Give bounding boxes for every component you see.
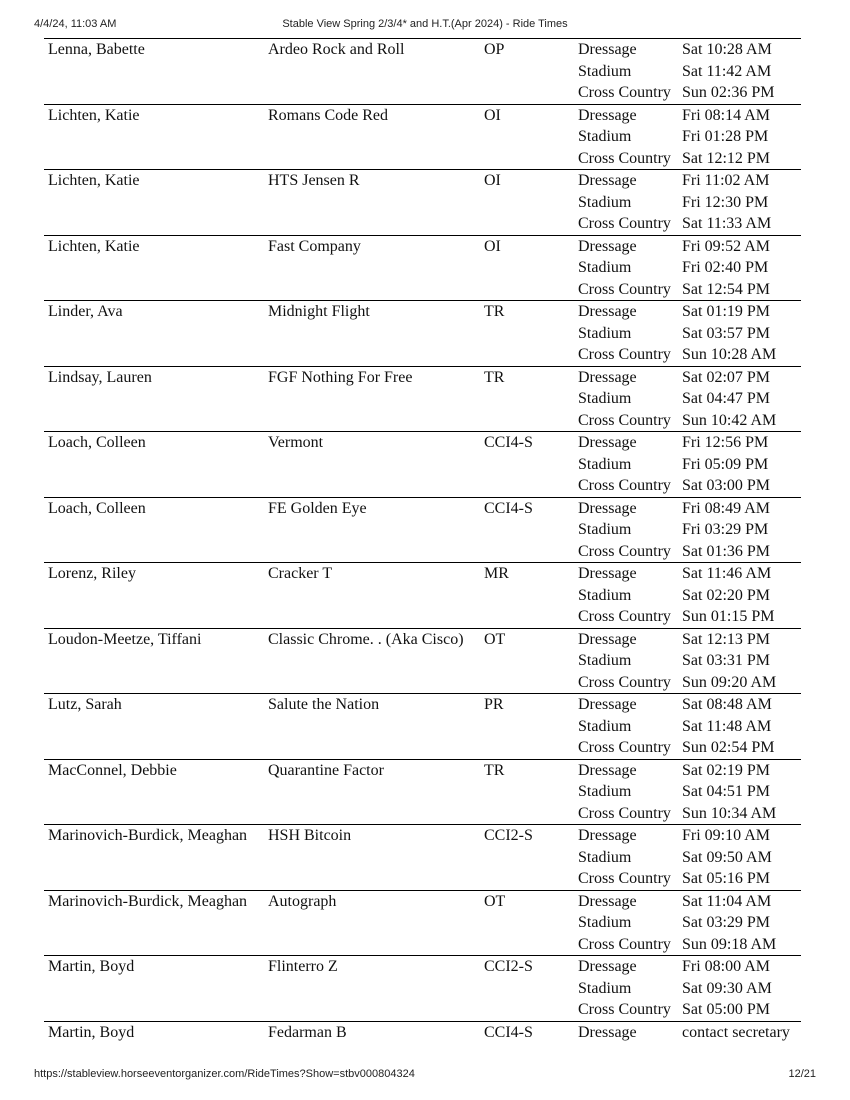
division-code: OI — [484, 172, 501, 189]
division-code: PR — [484, 696, 504, 713]
rider-name: MacConnel, Debbie — [48, 761, 177, 779]
time-column — [682, 432, 770, 497]
horse-name: Flinterro Z — [268, 958, 338, 975]
division-code: OP — [484, 41, 505, 58]
phase-label: Stadium — [578, 652, 632, 669]
rider-name: Lorenz, Riley — [48, 565, 136, 582]
ride-time: Sun 10:28 AM — [682, 346, 777, 363]
rider-name: Lichten, Katie — [48, 172, 140, 189]
time-column — [682, 629, 776, 694]
phase-label: Stadium — [578, 521, 632, 538]
table-row — [44, 366, 801, 432]
phase-label: Stadium — [578, 914, 632, 931]
division-code: OI — [484, 237, 501, 255]
table-row — [44, 169, 801, 235]
table-row — [44, 955, 801, 1021]
horse-name: HSH Bitcoin — [268, 827, 352, 844]
phase-label: Stadium — [578, 783, 632, 800]
table-row — [44, 693, 801, 759]
division-code: TR — [484, 303, 505, 320]
phase-label: Stadium — [578, 717, 632, 735]
ride-time: Sat 12:54 PM — [682, 280, 771, 298]
horse-name: Ardeo Rock and Roll — [268, 41, 405, 58]
ride-time: Sun 10:42 AM — [682, 411, 777, 429]
ride-time: Sat 01:36 PM — [682, 542, 771, 560]
ride-time: Sun 09:18 AM — [682, 935, 777, 953]
rider-name: Lenna, Babette — [48, 41, 145, 58]
phase-label: Dressage — [578, 696, 637, 713]
ride-time: Sun 10:34 AM — [682, 804, 777, 822]
phase-label: Cross Country — [578, 149, 671, 167]
phase-label: Cross Country — [578, 870, 671, 887]
division-code: CCI2-S — [484, 827, 533, 844]
ride-time: Fri 12:30 PM — [682, 193, 769, 211]
page-number: 12/21 — [788, 1068, 816, 1080]
horse-name: Romans Code Red — [268, 106, 388, 124]
time-column — [682, 1022, 790, 1044]
ride-time: Sat 03:31 PM — [682, 652, 771, 669]
phase-label: Dressage — [578, 1023, 637, 1041]
rider-name: Lichten, Katie — [48, 237, 140, 255]
phase-label: Cross Country — [578, 673, 671, 691]
horse-name: Quarantine Factor — [268, 761, 384, 779]
time-column — [682, 563, 774, 628]
phase-label: Dressage — [578, 827, 637, 844]
phase-column — [578, 39, 671, 104]
phase-label: Stadium — [578, 324, 632, 342]
division-code: CCI2-S — [484, 958, 533, 975]
phase-label: Dressage — [578, 958, 637, 975]
phase-label: Cross Country — [578, 542, 671, 560]
phase-column — [578, 694, 671, 759]
ride-time: Fri 09:52 AM — [682, 237, 771, 255]
horse-name: FE Golden Eye — [268, 499, 367, 517]
time-column — [682, 105, 770, 170]
phase-label: Dressage — [578, 499, 637, 517]
ride-time: Sat 03:00 PM — [682, 477, 771, 494]
horse-name: Vermont — [268, 434, 324, 451]
phase-label: Stadium — [578, 390, 632, 407]
phase-label: Cross Country — [578, 804, 671, 822]
ride-time: Sat 11:33 AM — [682, 215, 772, 232]
table-row — [44, 497, 801, 563]
ride-time: Fri 01:28 PM — [682, 128, 769, 145]
phase-label: Cross Country — [578, 739, 671, 756]
ride-time: Fri 12:56 PM — [682, 434, 769, 451]
rider-name: Lindsay, Lauren — [48, 368, 152, 386]
phase-column — [578, 236, 671, 301]
rider-name: Lutz, Sarah — [48, 696, 122, 713]
ride-time: Fri 08:49 AM — [682, 499, 771, 517]
ride-time: Sat 10:28 AM — [682, 41, 772, 58]
phase-label: Dressage — [578, 565, 637, 582]
time-column — [682, 236, 770, 301]
time-column — [682, 498, 770, 563]
phase-label: Dressage — [578, 434, 637, 451]
table-row — [44, 104, 801, 170]
ride-time: Sat 09:50 AM — [682, 848, 772, 866]
table-row — [44, 890, 801, 956]
print-timestamp: 4/4/24, 11:03 AM — [34, 18, 117, 30]
phase-label: Dressage — [578, 172, 637, 189]
phase-column — [578, 498, 671, 563]
print-footer — [34, 1068, 816, 1084]
phase-label: Dressage — [578, 237, 637, 255]
rider-name: Marinovich-Burdick, Meaghan — [48, 892, 248, 910]
phase-label: Stadium — [578, 455, 632, 473]
ride-time: Fri 09:10 AM — [682, 827, 771, 844]
phase-label: Stadium — [578, 128, 632, 145]
phase-column — [578, 891, 671, 956]
horse-name: Cracker T — [268, 565, 333, 582]
ride-time: Sat 11:48 AM — [682, 717, 772, 735]
ride-time: Sat 03:57 PM — [682, 324, 771, 342]
ride-time: Sat 04:47 PM — [682, 390, 771, 407]
table-row — [44, 300, 801, 366]
ride-time: Sat 09:30 AM — [682, 979, 772, 997]
horse-name: Fedarman B — [268, 1023, 347, 1041]
phase-column — [578, 629, 671, 694]
horse-name: Salute the Nation — [268, 696, 380, 713]
ride-time: Fri 08:00 AM — [682, 958, 771, 975]
ride-time: Sat 05:16 PM — [682, 870, 771, 887]
time-column — [682, 694, 774, 759]
division-code: OI — [484, 106, 501, 124]
ride-time: Sat 01:19 PM — [682, 303, 771, 320]
phase-column — [578, 301, 671, 366]
ride-time: Sat 11:46 AM — [682, 565, 772, 582]
horse-name: FGF Nothing For Free — [268, 368, 413, 386]
ride-time: Sat 03:29 PM — [682, 914, 771, 931]
rider-name: Linder, Ava — [48, 303, 123, 320]
phase-label: Dressage — [578, 892, 637, 910]
ride-time: Sat 02:07 PM — [682, 368, 771, 386]
rider-name: Loach, Colleen — [48, 499, 146, 517]
phase-label: Cross Country — [578, 215, 671, 232]
division-code: CCI4-S — [484, 434, 533, 451]
division-code: CCI4-S — [484, 499, 533, 517]
division-code: TR — [484, 761, 505, 779]
phase-label: Dressage — [578, 303, 637, 320]
page-title: Stable View Spring 2/3/4* and H.T.(Apr 2024) - Ride Times — [282, 18, 568, 30]
rider-name: Martin, Boyd — [48, 1023, 135, 1041]
time-column — [682, 170, 771, 235]
phase-label: Dressage — [578, 368, 637, 386]
division-code: MR — [484, 565, 509, 582]
division-code: OT — [484, 630, 506, 648]
rider-name: Martin, Boyd — [48, 958, 135, 975]
ride-time: Sat 12:13 PM — [682, 630, 771, 648]
phase-label: Stadium — [578, 979, 632, 997]
phase-label: Cross Country — [578, 608, 671, 625]
phase-label: Cross Country — [578, 411, 671, 429]
rider-name: Marinovich-Burdick, Meaghan — [48, 827, 248, 844]
ride-time: Sat 05:00 PM — [682, 1001, 771, 1018]
phase-label: Cross Country — [578, 84, 671, 101]
ride-time: Sun 01:15 PM — [682, 608, 775, 625]
horse-name: Classic Chrome. . (Aka Cisco) — [268, 630, 464, 648]
time-column — [682, 825, 772, 890]
phase-column — [578, 170, 671, 235]
phase-label: Cross Country — [578, 477, 671, 494]
table-row — [44, 38, 801, 104]
phase-label: Dressage — [578, 106, 637, 124]
ride-time: Sat 08:48 AM — [682, 696, 772, 713]
rider-name: Loudon-Meetze, Tiffani — [48, 630, 202, 648]
time-column — [682, 301, 776, 366]
phase-column — [578, 760, 671, 825]
rider-name: Lichten, Katie — [48, 106, 140, 124]
table-row — [44, 824, 801, 890]
phase-label: Dressage — [578, 761, 637, 779]
ride-time: Fri 08:14 AM — [682, 106, 771, 124]
phase-label: Stadium — [578, 259, 632, 276]
horse-name: Midnight Flight — [268, 303, 370, 320]
table-row — [44, 562, 801, 628]
phase-label: Stadium — [578, 62, 632, 80]
phase-column — [578, 563, 671, 628]
horse-name: Autograph — [268, 892, 337, 910]
ride-time: Fri 03:29 PM — [682, 521, 769, 538]
table-row — [44, 235, 801, 301]
phase-label: Stadium — [578, 848, 632, 866]
ride-time: Sun 02:36 PM — [682, 84, 775, 101]
time-column — [682, 891, 776, 956]
phase-label: Dressage — [578, 41, 637, 58]
phase-column — [578, 825, 671, 890]
ride-time: Sat 02:20 PM — [682, 586, 771, 604]
phase-label: Cross Country — [578, 346, 671, 363]
phase-label: Cross Country — [578, 1001, 671, 1018]
phase-label: Dressage — [578, 630, 637, 648]
ride-time: Sun 09:20 AM — [682, 673, 777, 691]
phase-label: Stadium — [578, 193, 632, 211]
phase-label: Stadium — [578, 586, 632, 604]
horse-name: Fast Company — [268, 237, 361, 255]
ride-time: Sat 04:51 PM — [682, 783, 771, 800]
phase-label: Cross Country — [578, 935, 671, 953]
time-column — [682, 367, 776, 432]
ride-time: Fri 05:09 PM — [682, 455, 769, 473]
division-code: CCI4-S — [484, 1023, 533, 1041]
division-code: OT — [484, 892, 506, 910]
print-header — [34, 18, 816, 34]
ride-time: contact secretary — [682, 1023, 790, 1041]
table-row — [44, 431, 801, 497]
ride-time: Sat 02:19 PM — [682, 761, 771, 779]
ride-time: Sat 12:12 PM — [682, 149, 771, 167]
phase-column — [578, 105, 671, 170]
ride-time: Fri 11:02 AM — [682, 172, 770, 189]
phase-column — [578, 956, 671, 1021]
division-code: TR — [484, 368, 505, 386]
time-column — [682, 39, 774, 104]
page-url: https://stableview.horseeventorganizer.com/RideTimes?Show=stbv000804324 — [34, 1068, 415, 1080]
ride-time: Sat 11:04 AM — [682, 892, 772, 910]
ride-time: Sun 02:54 PM — [682, 739, 775, 756]
phase-column — [578, 367, 671, 432]
table-row — [44, 628, 801, 694]
ride-time: Fri 02:40 PM — [682, 259, 769, 276]
horse-name: HTS Jensen R — [268, 172, 360, 189]
time-column — [682, 760, 776, 825]
ride-times-table — [44, 38, 801, 1086]
table-row — [44, 759, 801, 825]
phase-label: Cross Country — [578, 280, 671, 298]
time-column — [682, 956, 772, 1021]
phase-column — [578, 1022, 637, 1044]
ride-time: Sat 11:42 AM — [682, 62, 772, 80]
phase-column — [578, 432, 671, 497]
rider-name: Loach, Colleen — [48, 434, 146, 451]
